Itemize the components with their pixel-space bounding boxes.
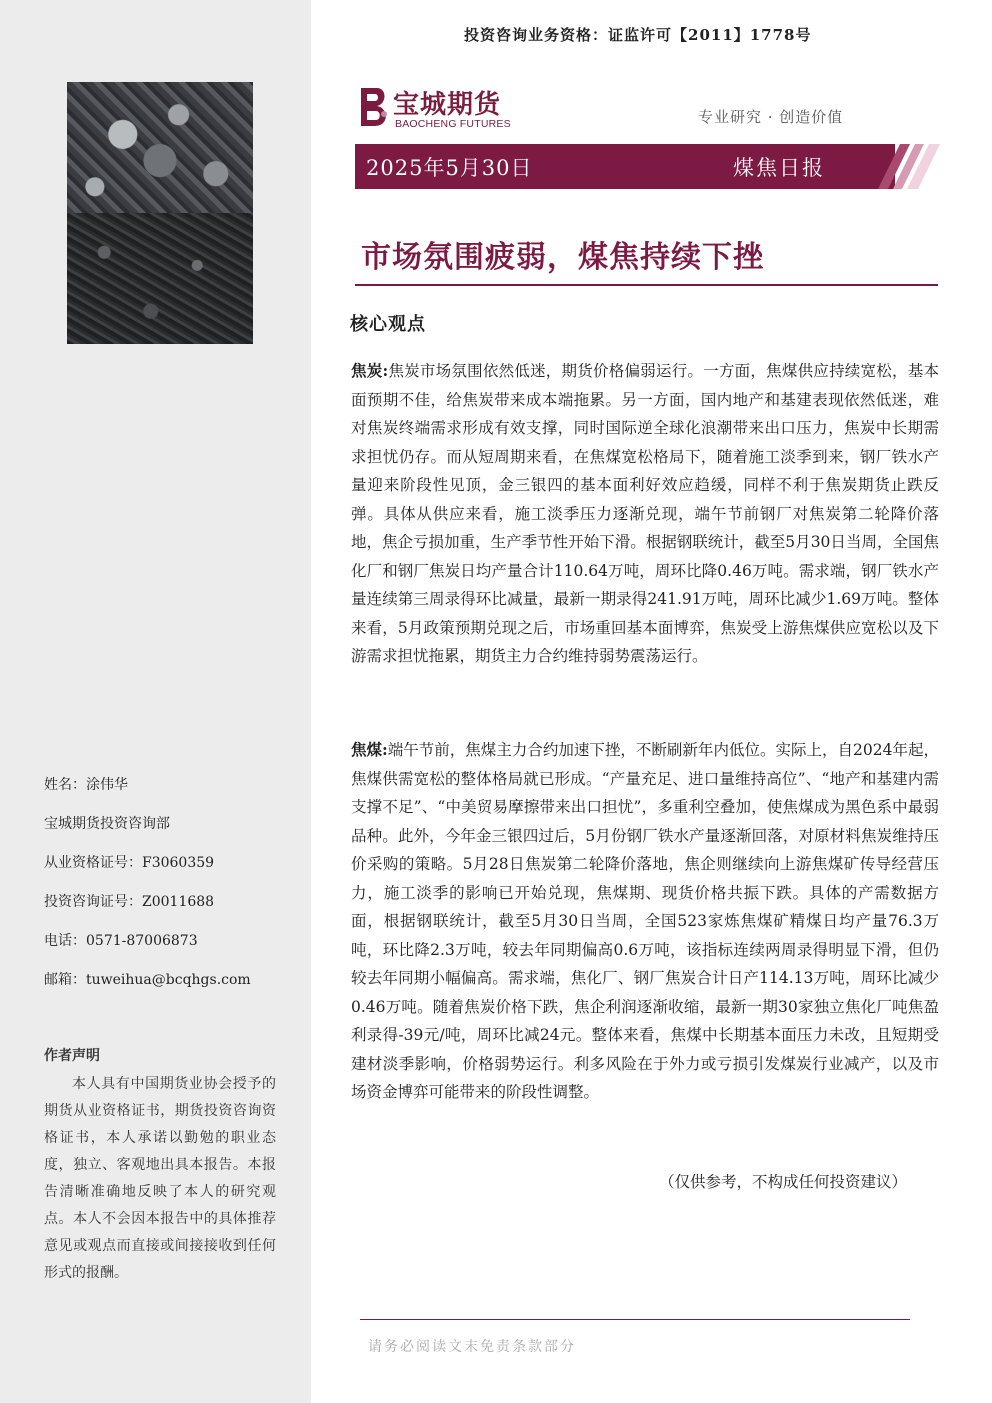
logo-icon <box>357 84 391 130</box>
report-headline: 市场氛围疲弱，煤焦持续下挫 <box>361 240 764 275</box>
coke-lead: 焦炭: <box>351 361 389 380</box>
author-phone: 电话：0571-87006873 <box>44 933 198 949</box>
logo-english-name: BAOCHENG FUTURES <box>395 118 511 130</box>
core-viewpoint-title: 核心观点 <box>350 314 426 335</box>
coal-image-top <box>67 82 253 213</box>
coking-coal-paragraph <box>351 736 939 1107</box>
report-date: 2025年5月30日 <box>366 156 533 180</box>
coke-paragraph <box>351 357 939 671</box>
report-type: 煤焦日报 <box>733 156 825 180</box>
headline-divider <box>355 284 938 286</box>
coking-coal-lead: 焦煤: <box>351 740 388 759</box>
coal-image-bottom <box>67 213 253 344</box>
logo-chinese-name: 宝城期货 <box>393 90 502 120</box>
footer-note: 请务必阅读文末免责条款部分 <box>368 1339 576 1355</box>
footer-divider <box>360 1319 910 1320</box>
author-info <box>44 766 251 1000</box>
author-statement-text: 本人具有中国期货业协会授予的期货从业资格证书，期货投资咨询资格证书，本人承诺以勤勉的职业态度，独立、客观地出具本报告。本报告清晰准确地反映了本人的研究观点。本人不会因本报告中的具体推荐意见或观点而直接或间接接收到任何形式的报酬。 <box>44 1076 276 1281</box>
banner-stripes-icon <box>860 144 940 189</box>
coke-text: 焦炭市场氛围依然低迷，期货价格偏弱运行。一方面，焦煤供应持续宽松，基本面预期不佳，给焦炭带来成本端拖累。另一方面，国内地产和基建表现依然低迷，难对焦炭终端需求形成有效支撑，同时国际逆全球化浪潮带来出口压力，焦炭中长期需求担忧仍存。而从短周期来看，在焦煤宽松格局下，随着施工淡季到来，钢厂铁水产量迎来阶段性见顶，金三银四的基本面利好效应趋缓，同样不利于焦炭期货止跌反弹。具体从供应来看，施工淡季压力逐渐兑现，端午节前钢厂对焦炭第二轮降价落地，焦企亏损加重，生产季节性开始下滑。根据钢联统计，截至5月30日当周，全国焦化厂和钢厂焦炭日均产量合计110.64万吨，周环比降0.46万吨。需求端，钢厂铁水产量连续第三周录得环比减量，最新一期录得241.91万吨，周环比减少1.69万吨。整体来看，5月政策预期兑现之后，市场重回基本面博弈，焦炭受上游焦煤供应宽松以及下游需求担忧拖累，期货主力合约维持弱势震荡运行。 <box>351 362 939 665</box>
author-qualification: 从业资格证号：F3060359 <box>44 855 215 871</box>
license-text: 投资咨询业务资格：证监许可【2011】1778号 <box>464 26 812 44</box>
author-department: 宝城期货投资咨询部 <box>44 816 170 832</box>
investment-disclaimer: （仅供参考，不构成任何投资建议） <box>659 1173 908 1191</box>
coking-coal-text: 端午节前，焦煤主力合约加速下挫，不断刷新年内低位。实际上，自2024年起，焦煤供需宽松的整体格局就已形成。“产量充足、进口量维持高位”、“地产和基建内需支撑不足”、“中美贸易摩擦带来出口担忧”，多重利空叠加，使焦煤成为黑色系中最弱品种。此外，今年金三银四过后，5月份钢厂铁水产量逐渐回落，对原材料焦炭维持压价采购的策略。5月28日焦炭第二轮降价落地，焦企则继续向上游焦煤矿传导经营压力，施工淡季的影响已开始兑现，焦煤期、现货价格共振下跌。具体的产需数据方面，根据钢联统计，截至5月30日当周，全国523家炼焦煤矿精煤日均产量76.3万吨，环比降2.3万吨，较去年同期偏高0.6万吨，该指标连续两周录得明显下滑，但仍较去年同期小幅偏高。需求端，焦化厂、钢厂焦炭合计日产114.13万吨，周环比减少0.46万吨。随着焦炭价格下跌，焦企利润逐渐收缩，最新一期30家独立焦化厂吨焦盈利录得-39元/吨，周环比减24元。整体来看，焦煤中长期基本面压力未改，且短期受建材淡季影响，价格弱势运行。利多风险在于外力或亏损引发煤炭行业减产，以及市场资金博弈可能带来的阶段性调整。 <box>351 741 939 1101</box>
author-consulting-no: 投资咨询证号：Z0011688 <box>44 894 215 910</box>
author-statement-title: 作者声明 <box>44 1048 100 1064</box>
slogan: 专业研究 · 创造价值 <box>698 108 844 126</box>
author-email[interactable]: 邮箱：tuweihua@bcqhgs.com <box>44 972 251 988</box>
sidebar <box>0 0 311 1403</box>
author-name: 姓名：涂伟华 <box>44 777 128 793</box>
company-logo <box>357 84 527 132</box>
